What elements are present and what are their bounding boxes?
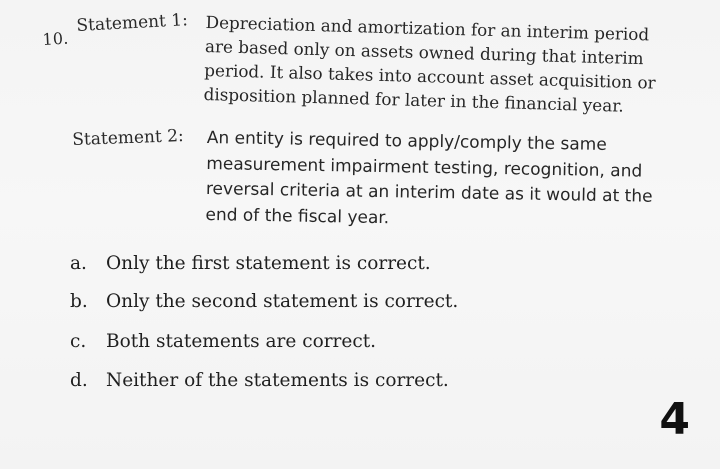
page-marker: 4 bbox=[659, 394, 690, 445]
statement-1-line: are based only on assets owned during that interim bbox=[204, 35, 644, 69]
statement-2-line: end of the fiscal year. bbox=[205, 204, 390, 228]
option-letter: a. bbox=[70, 253, 87, 274]
statement-1-line: period. It also takes into account asset acquisition or bbox=[204, 59, 656, 93]
statement-1-line: Depreciation and amortization for an interim period bbox=[205, 11, 650, 45]
option-letter: c. bbox=[70, 331, 87, 352]
option-letter: d. bbox=[70, 370, 88, 391]
question-number: 10. bbox=[42, 28, 70, 49]
option-text: Both statements are correct. bbox=[106, 331, 377, 352]
statement-2-line: measurement impairment testing, recognition, and bbox=[206, 153, 643, 182]
option-letter: b. bbox=[70, 291, 88, 312]
option-text: Only the first statement is correct. bbox=[106, 253, 431, 274]
statement-1-label: Statement 1: bbox=[76, 10, 189, 36]
option-text: Neither of the statements is correct. bbox=[106, 370, 449, 391]
statement-1-text bbox=[203, 10, 685, 119]
statement-2-line: An entity is required to apply/comply the same bbox=[206, 127, 607, 155]
statement-1-line: disposition planned for later in the financial year. bbox=[203, 83, 625, 116]
statement-2-label: Statement 2: bbox=[72, 126, 185, 150]
option-text: Only the second statement is correct. bbox=[106, 291, 459, 312]
statement-2-text bbox=[205, 126, 697, 237]
statement-2-line: reversal criteria at an interim date as it would at the bbox=[205, 178, 653, 207]
